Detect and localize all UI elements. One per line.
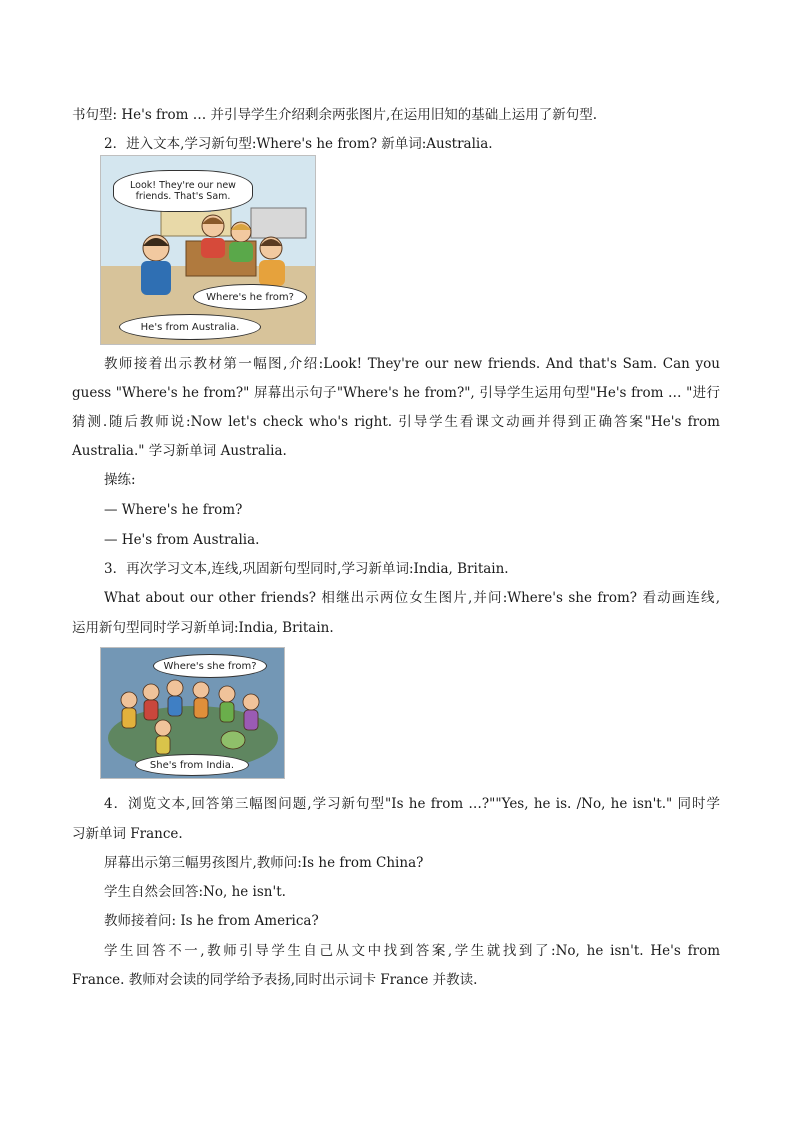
text-line-12: 运用新句型同时学习新单词:India, Britain. <box>72 620 334 636</box>
dialogue-question: — Where's he from? <box>104 502 243 518</box>
practice-label: 操练: <box>104 472 136 488</box>
text-line-4: guess "Where's he from?" 屏幕出示句子"Where's he from?", 引导学生运用句型"He's from … "进行 <box>72 385 720 401</box>
text-line-3: 教师接着出示教材第一幅图,介绍:Look! They're our new friends. And that's Sam. Can you <box>104 356 720 372</box>
speech-bubble-answer: He's from Australia. <box>119 314 261 340</box>
dialogue-answer: — He's from Australia. <box>104 532 260 548</box>
speech-bubble-answer: She's from India. <box>135 754 249 776</box>
text-line-11: What about our other friends? 相继出示两位女生图片,并问:Where's she from? 看动画连线, <box>104 590 720 606</box>
text-line-16: 学生自然会回答:No, he isn't. <box>104 884 286 900</box>
text-line-1: 书句型: He's from … 并引导学生介绍剩余两张图片,在运用旧知的基础上运用了新句型. <box>72 107 598 123</box>
text-line-17: 教师接着问: Is he from America? <box>104 913 319 929</box>
text-line-18: 学生回答不一,教师引导学生自己从文中找到答案,学生就找到了:No, he isn't. He's from <box>104 943 720 959</box>
textbook-illustration-1 <box>100 155 316 345</box>
text-line-19: France. 教师对会读的同学给予表扬,同时出示词卡 France 并教读. <box>72 972 478 988</box>
text-line-14: 习新单词 France. <box>72 826 183 842</box>
step-4-heading: 4．浏览文本,回答第三幅图问题,学习新句型"Is he from …?""Yes, he is. /No, he isn't." 同时学 <box>104 796 720 812</box>
text-line-5: 猜测.随后教师说:Now let's check who's right. 引导学生看课文动画并得到正确答案"He's from <box>72 414 720 430</box>
speech-bubble-question: Where's she from? <box>153 654 267 678</box>
step-2-heading: 2．进入文本,学习新句型:Where's he from? 新单词:Australia. <box>104 136 493 152</box>
speech-bubble-look: Look! They're our new friends. That's Sam. <box>113 170 253 212</box>
text-line-6: Australia." 学习新单词 Australia. <box>72 443 287 459</box>
text-line-15: 屏幕出示第三幅男孩图片,教师问:Is he from China? <box>104 855 424 871</box>
textbook-illustration-2 <box>100 647 285 779</box>
step-3-heading: 3．再次学习文本,连线,巩固新句型同时,学习新单词:India, Britain. <box>104 561 509 577</box>
speech-bubble-question: Where's he from? <box>193 284 307 310</box>
